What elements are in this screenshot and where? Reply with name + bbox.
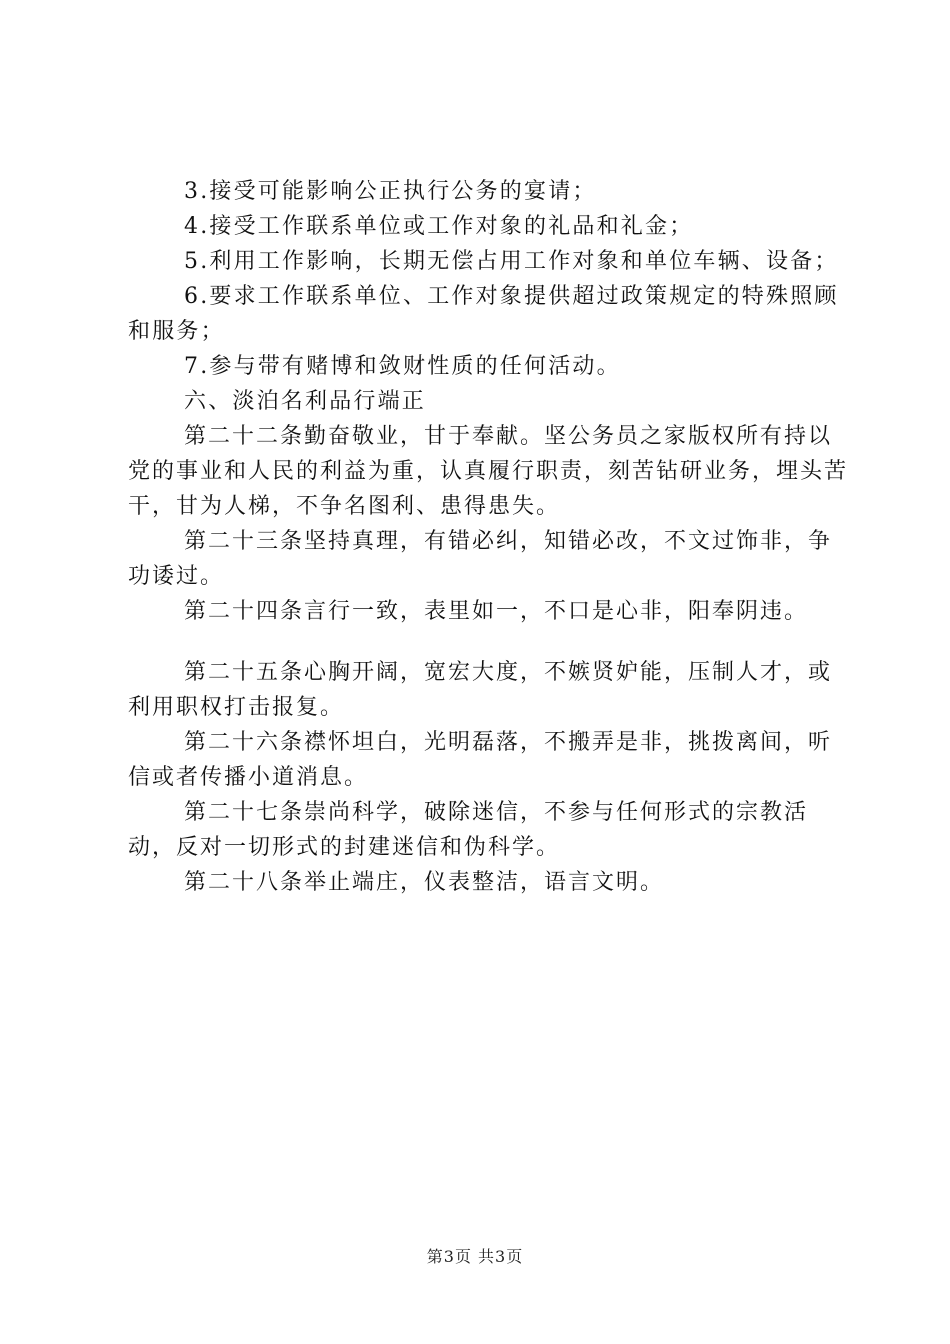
section-heading: 六、淡泊名利品行端正 bbox=[184, 389, 427, 414]
article-23: 第二十三条坚持真理，有错必纠，知错必改，不文过饰非，争功诿过。 bbox=[128, 529, 833, 589]
list-item-3: 3.接受可能影响公正执行公务的宴请； bbox=[184, 179, 597, 204]
article-22: 第二十二条勤奋敬业，甘于奉献。坚公务员之家版权所有持以党的事业和人民的利益为重，认真履行职责，刻苦钻研业务，埋头苦干，甘为人梯，不争名图利、患得患失。 bbox=[128, 424, 849, 519]
article-26: 第二十六条襟怀坦白，光明磊落，不搬弄是非，挑拨离间，听信或者传播小道消息。 bbox=[128, 730, 833, 790]
document-body bbox=[128, 174, 850, 900]
article-24: 第二十四条言行一致，表里如一，不口是心非，阳奉阴违。 bbox=[184, 599, 809, 624]
list-item-6: 6.要求工作联系单位、工作对象提供超过政策规定的特殊照顾和服务； bbox=[128, 284, 839, 344]
list-item-5: 5.利用工作影响，长期无偿占用工作对象和单位车辆、设备； bbox=[184, 249, 839, 274]
list-item-7: 7.参与带有赌博和敛财性质的任何活动。 bbox=[184, 354, 621, 379]
list-item-4: 4.接受工作联系单位或工作对象的礼品和礼金； bbox=[184, 214, 694, 239]
article-27: 第二十七条崇尚科学，破除迷信，不参与任何形式的宗教活动，反对一切形式的封建迷信和伪科学。 bbox=[128, 800, 809, 860]
page-number-footer: 第3页 共3页 bbox=[426, 1247, 524, 1266]
article-28: 第二十八条举止端庄，仪表整洁，语言文明。 bbox=[184, 870, 665, 895]
article-25: 第二十五条心胸开阔，宽宏大度，不嫉贤妒能，压制人才，或利用职权打击报复。 bbox=[128, 660, 833, 720]
paragraph-gap bbox=[128, 629, 850, 655]
